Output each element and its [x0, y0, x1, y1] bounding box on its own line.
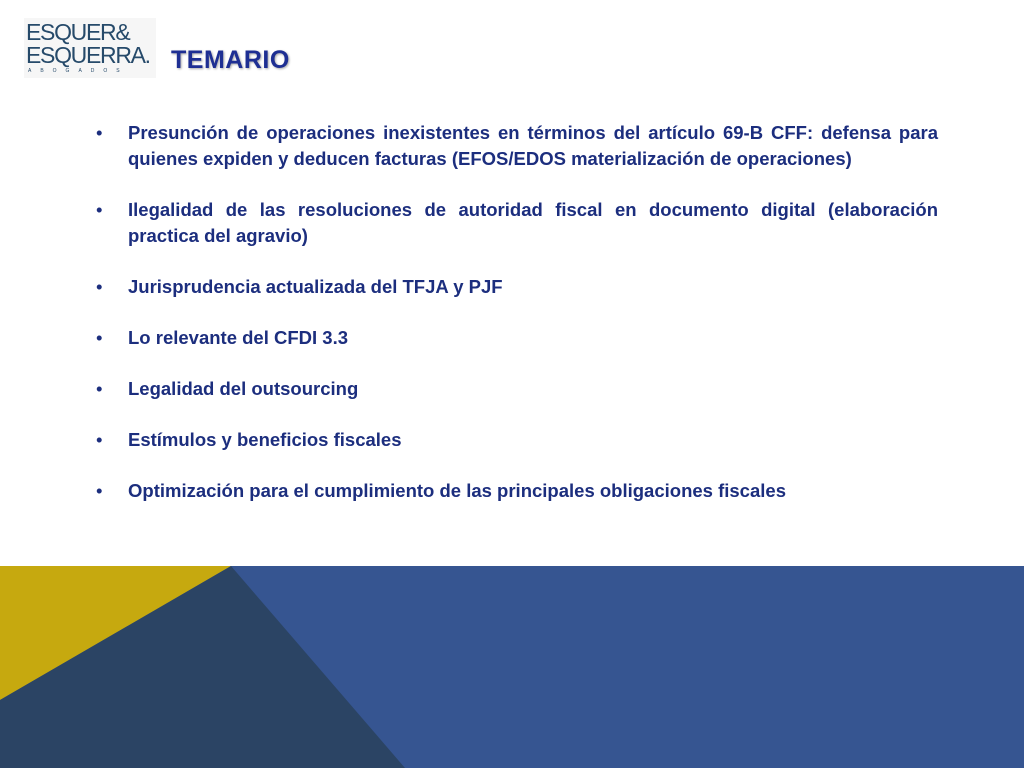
logo-text-line1: ESQUER&: [26, 19, 130, 45]
topic-item: • Lo relevante del CFDI 3.3: [96, 325, 938, 351]
topic-item: • Estímulos y beneficios fiscales: [96, 427, 938, 453]
slide-title: TEMARIO: [171, 46, 290, 74]
logo-text-line2: ESQUERRA.: [26, 42, 150, 68]
logo-subtitle: ABOGADOS: [28, 68, 129, 74]
topic-item: • Jurisprudencia actualizada del TFJA y PJF: [96, 274, 938, 300]
topic-item: • Presunción de operaciones inexistentes en términos del artículo 69-B CFF: defensa para quienes expiden y deducen facturas (EFOS/EDOS materialización de operaciones): [96, 120, 938, 172]
topic-item: • Ilegalidad de las resoluciones de autoridad fiscal en documento digital (elaboración practica del agravio): [96, 197, 938, 249]
topic-item: • Legalidad del outsourcing: [96, 376, 938, 402]
topic-item: • Optimización para el cumplimiento de las principales obligaciones fiscales: [96, 478, 938, 504]
